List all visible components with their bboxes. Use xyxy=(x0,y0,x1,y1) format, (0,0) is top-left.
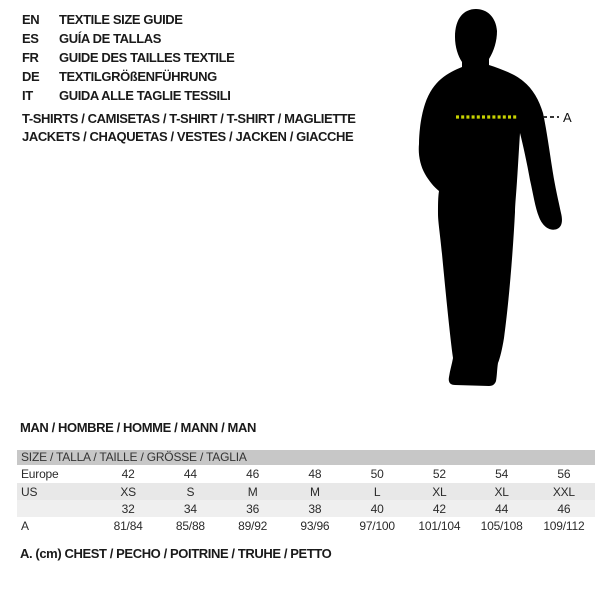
table-row-us xyxy=(17,483,595,500)
size-table xyxy=(17,450,595,535)
size-value: 46 xyxy=(557,501,571,516)
language-code: DE xyxy=(22,69,40,84)
size-value: 105/108 xyxy=(480,519,523,533)
category-list xyxy=(22,110,356,146)
size-value: 56 xyxy=(557,467,571,481)
row-label: Europe xyxy=(21,467,59,481)
language-code: ES xyxy=(22,31,39,46)
language-code: EN xyxy=(22,12,40,27)
size-value: 38 xyxy=(308,501,322,516)
size-value: 36 xyxy=(246,501,260,516)
row-label: US xyxy=(21,484,38,499)
size-value: XXL xyxy=(552,484,575,499)
category-tshirts: T-SHIRTS / CAMISETAS / T-SHIRT / T-SHIRT / MAGLIETTE xyxy=(22,111,356,126)
size-value: 40 xyxy=(370,501,384,516)
table-row-chest-a xyxy=(17,517,595,535)
table-row-europe xyxy=(17,465,595,483)
size-value: 85/88 xyxy=(175,519,205,533)
language-label: TEXTILE SIZE GUIDE xyxy=(59,12,183,27)
size-value: M xyxy=(309,484,320,499)
language-row-it xyxy=(22,86,234,105)
size-value: 32 xyxy=(121,501,135,516)
size-table-header: SIZE / TALLA / TAILLE / GRÖSSE / TAGLIA xyxy=(17,450,595,465)
size-value: 34 xyxy=(183,501,197,516)
language-list xyxy=(22,10,234,105)
measurement-footnote: A. (cm) CHEST / PECHO / POITRINE / TRUHE / PETTO xyxy=(20,546,332,561)
size-value: S xyxy=(186,484,195,499)
size-value: 46 xyxy=(246,467,260,481)
man-silhouette-svg xyxy=(392,6,578,390)
language-code: FR xyxy=(22,50,39,65)
size-value: 44 xyxy=(183,467,197,481)
size-value: 48 xyxy=(308,467,322,481)
size-value: 52 xyxy=(432,467,446,481)
size-value: M xyxy=(247,484,258,499)
size-value: 93/96 xyxy=(300,519,330,533)
man-figure xyxy=(392,6,578,390)
size-value: 42 xyxy=(432,501,446,516)
size-value: 54 xyxy=(495,467,509,481)
section-title-man: MAN / HOMBRE / HOMME / MANN / MAN xyxy=(20,420,256,435)
row-label: A xyxy=(21,519,29,533)
language-code: IT xyxy=(22,88,33,103)
language-row-en xyxy=(22,10,234,29)
size-value: 101/104 xyxy=(418,519,461,533)
table-row-numeric xyxy=(17,500,595,517)
size-value: 81/84 xyxy=(113,519,143,533)
language-label: GUÍA DE TALLAS xyxy=(59,31,162,46)
language-row-de xyxy=(22,67,234,86)
size-value: XL xyxy=(432,484,447,499)
category-jackets: JACKETS / CHAQUETAS / VESTES / JACKEN / GIACCHE xyxy=(22,129,354,144)
language-row-fr xyxy=(22,48,234,67)
size-value: 89/92 xyxy=(238,519,268,533)
language-label: GUIDA ALLE TAGLIE TESSILI xyxy=(59,88,231,103)
size-value: 109/112 xyxy=(543,519,585,533)
size-value: L xyxy=(373,484,381,499)
size-value: 44 xyxy=(495,501,509,516)
size-value: 42 xyxy=(121,467,135,481)
language-label: TEXTILGRÖßENFÜHRUNG xyxy=(59,69,217,84)
language-row-es xyxy=(22,29,234,48)
measure-label-a: A xyxy=(563,110,572,125)
size-value: 50 xyxy=(370,467,384,481)
size-value: XS xyxy=(120,484,136,499)
size-value: XL xyxy=(494,484,509,499)
size-value: 97/100 xyxy=(359,519,395,533)
man-silhouette xyxy=(419,9,562,386)
language-label: GUIDE DES TAILLES TEXTILE xyxy=(59,50,235,65)
